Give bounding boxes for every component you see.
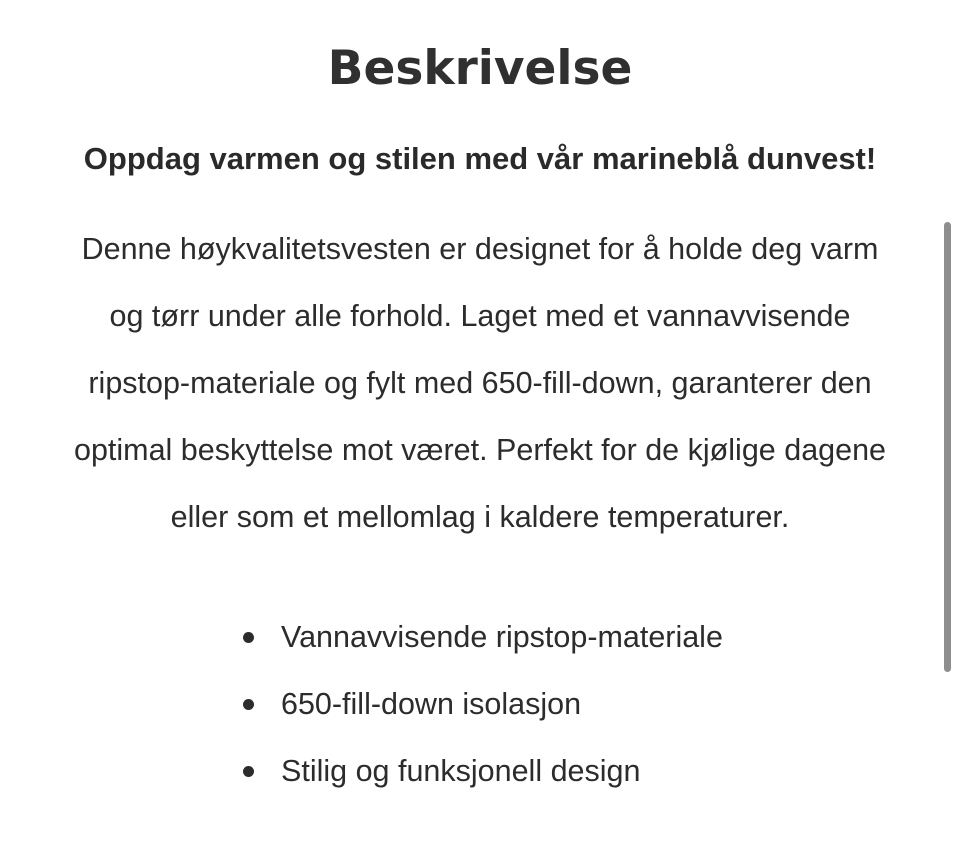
bullet-icon	[243, 632, 254, 643]
section-title: Beskrivelse	[327, 41, 633, 96]
bullet-icon	[243, 766, 254, 777]
description-line: og tørr under alle forhold. Laget med et vannavvisende	[109, 299, 851, 333]
feature-text: 650-fill-down isolasjon	[281, 687, 582, 721]
description-line: optimal beskyttelse mot været. Perfekt for de kjølige dagene	[73, 433, 887, 467]
lead-text: Oppdag varmen og stilen med vår marineblå dunvest!	[83, 141, 877, 176]
description-line: Denne høykvalitetsvesten er designet for å holde deg varm	[81, 232, 879, 266]
description-paragraph	[20, 216, 940, 551]
feature-text: Vannavvisende ripstop-materiale	[281, 620, 723, 654]
description-line: eller som et mellomlag i kaldere temperaturer.	[170, 500, 790, 534]
feature-text: Stilig og funksjonell design	[281, 754, 641, 788]
vertical-scrollbar[interactable]	[944, 222, 951, 672]
description-line: ripstop-materiale og fylt med 650-fill-down, garanterer den	[88, 366, 872, 400]
bullet-icon	[243, 699, 254, 710]
